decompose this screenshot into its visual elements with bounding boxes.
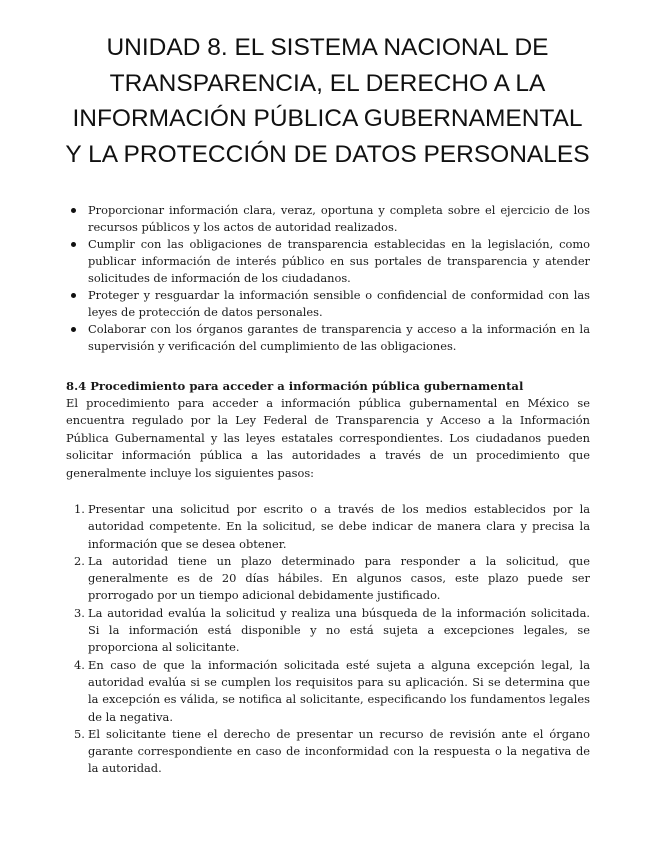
section-heading: 8.4 Procedimiento para acceder a información pública gubernamental [66,379,524,393]
obligations-bullet-list [66,202,590,355]
title-line: UNIDAD 8. EL SISTEMA NACIONAL DE [106,34,549,61]
step-item [66,501,590,553]
procedure-steps-list [66,501,590,778]
step-text: En caso de que la información solicitada esté sujeta a alguna excepción legal, la autoridad evalúa si se cumplen los requisitos para su aplicación. Si se determina que la excepción es válida, se notifica al solicitante, especificando los fundamentos legales de la negativa. [88,657,590,724]
step-number: 4. [74,657,85,672]
step-item [66,553,590,605]
step-text: La autoridad evalúa la solicitud y realiza una búsqueda de la información solicitada. Si la información está disponible y no está sujeta a excepciones legales, se proporciona al solicitante. [88,605,590,655]
title-line: TRANSPARENCIA, EL DERECHO A LA [109,69,546,97]
bullet-item [66,202,590,236]
intro-paragraph: El procedimiento para acceder a información pública gubernamental en México se encuentra regulado por la Ley Federal de Transparencia y Acceso a la Información Pública Gubernamental y las leyes estatales correspondientes. Los ciudadanos pueden solicitar información pública a las autoridades a través de un procedimiento que generalmente incluye los siguientes pasos: [66,396,590,480]
bullet-text: Proporcionar información clara, veraz, oportuna y completa sobre el ejercicio de los recursos públicos y los actos de autoridad realizados. [88,203,590,234]
step-item [66,657,590,726]
bullet-dot-icon [71,293,76,298]
step-number: 1. [74,502,85,516]
page-title [40,30,615,172]
step-text: La autoridad tiene un plazo determinado para responder a la solicitud, que generalmente es de 20 días hábiles. En algunos casos, este plazo puede ser prorrogado por un tiempo adicional debidamente justificado. [88,553,590,603]
step-number: 2. [74,553,85,568]
bullet-text: Colaborar con los órganos garantes de transparencia y acceso a la información en la supervisión y verificación del cumplimiento de las obligaciones. [88,322,590,353]
step-text: El solicitante tiene el derecho de presentar un recurso de revisión ante el órgano garante correspondiente en caso de inconformidad con la respuesta o la negativa de la autoridad. [88,726,590,776]
step-number: 5. [74,726,85,741]
step-item [66,726,590,778]
bullet-dot-icon [71,208,76,213]
bullet-item [66,321,590,355]
bullet-dot-icon [71,327,76,332]
bullet-item [66,287,590,321]
bullet-dot-icon [71,242,76,247]
step-item [66,605,590,657]
bullet-text: Cumplir con las obligaciones de transparencia establecidas en la legislación, como publicar información de interés público en sus portales de transparencia y atender solicitudes de información de los ciudadanos. [88,237,590,285]
title-line: INFORMACIÓN PÚBLICA GUBERNAMENTAL [72,105,583,132]
bullet-item [66,236,590,287]
bullet-text: Proteger y resguardar la información sensible o confidencial de conformidad con las leyes de protección de datos personales. [88,288,590,319]
step-number: 3. [74,605,85,620]
title-line: Y LA PROTECCIÓN DE DATOS PERSONALES [65,140,590,168]
step-text: Presentar una solicitud por escrito o a través de los medios establecidos por la autoridad competente. En la solicitud, se debe indicar de manera clara y precisa la información que se desea obtener. [88,502,590,551]
